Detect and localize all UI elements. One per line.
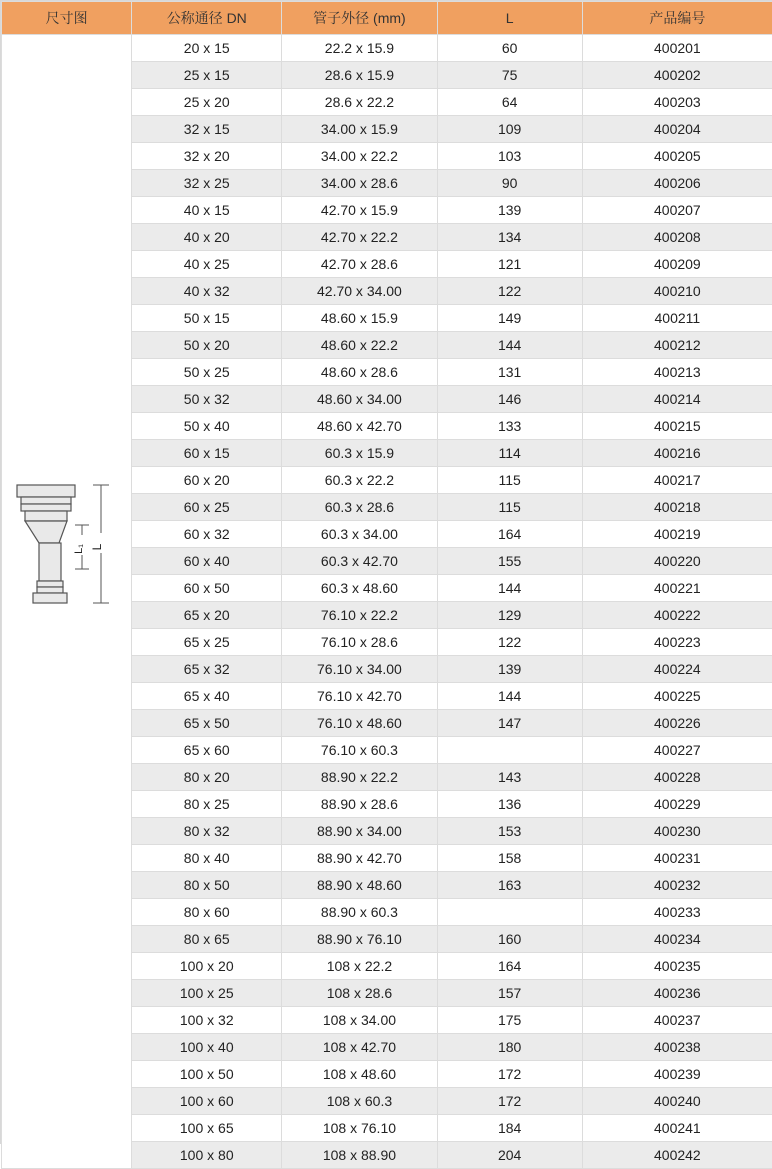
specification-table bbox=[1, 1, 772, 1169]
reducer-diagram-icon bbox=[5, 477, 127, 637]
cell-outer-diameter: 60.3 x 42.70 bbox=[282, 548, 437, 575]
cell-product-code: 400212 bbox=[582, 332, 772, 359]
cell-length: 122 bbox=[437, 629, 582, 656]
cell-nominal-diameter: 40 x 15 bbox=[132, 197, 282, 224]
cell-nominal-diameter: 100 x 65 bbox=[132, 1115, 282, 1142]
cell-product-code: 400218 bbox=[582, 494, 772, 521]
cell-nominal-diameter: 25 x 20 bbox=[132, 89, 282, 116]
figure-wrap bbox=[2, 47, 130, 1157]
cell-outer-diameter: 48.60 x 15.9 bbox=[282, 305, 437, 332]
cell-outer-diameter: 88.90 x 28.6 bbox=[282, 791, 437, 818]
cell-product-code: 400207 bbox=[582, 197, 772, 224]
cell-nominal-diameter: 100 x 32 bbox=[132, 1007, 282, 1034]
cell-outer-diameter: 48.60 x 22.2 bbox=[282, 332, 437, 359]
cell-nominal-diameter: 80 x 25 bbox=[132, 791, 282, 818]
cell-outer-diameter: 22.2 x 15.9 bbox=[282, 35, 437, 62]
cell-length: 172 bbox=[437, 1088, 582, 1115]
cell-outer-diameter: 76.10 x 60.3 bbox=[282, 737, 437, 764]
cell-outer-diameter: 76.10 x 48.60 bbox=[282, 710, 437, 737]
cell-nominal-diameter: 100 x 50 bbox=[132, 1061, 282, 1088]
figure-label-l: L bbox=[90, 543, 104, 550]
cell-nominal-diameter: 32 x 20 bbox=[132, 143, 282, 170]
cell-nominal-diameter: 20 x 15 bbox=[132, 35, 282, 62]
column-header-length: L bbox=[437, 2, 582, 35]
cell-product-code: 400202 bbox=[582, 62, 772, 89]
cell-product-code: 400206 bbox=[582, 170, 772, 197]
cell-length: 121 bbox=[437, 251, 582, 278]
cell-product-code: 400239 bbox=[582, 1061, 772, 1088]
cell-length: 90 bbox=[437, 170, 582, 197]
cell-product-code: 400227 bbox=[582, 737, 772, 764]
cell-product-code: 400220 bbox=[582, 548, 772, 575]
cell-product-code: 400238 bbox=[582, 1034, 772, 1061]
cell-outer-diameter: 108 x 76.10 bbox=[282, 1115, 437, 1142]
cell-outer-diameter: 108 x 34.00 bbox=[282, 1007, 437, 1034]
cell-product-code: 400240 bbox=[582, 1088, 772, 1115]
cell-length: 180 bbox=[437, 1034, 582, 1061]
cell-product-code: 400242 bbox=[582, 1142, 772, 1169]
figure-label-l1: L₁ bbox=[73, 543, 85, 553]
cell-length: 75 bbox=[437, 62, 582, 89]
cell-length: 160 bbox=[437, 926, 582, 953]
cell-product-code: 400230 bbox=[582, 818, 772, 845]
cell-nominal-diameter: 60 x 40 bbox=[132, 548, 282, 575]
cell-product-code: 400236 bbox=[582, 980, 772, 1007]
cell-length: 115 bbox=[437, 494, 582, 521]
cell-product-code: 400208 bbox=[582, 224, 772, 251]
cell-outer-diameter: 108 x 88.90 bbox=[282, 1142, 437, 1169]
cell-length: 184 bbox=[437, 1115, 582, 1142]
cell-product-code: 400228 bbox=[582, 764, 772, 791]
cell-product-code: 400233 bbox=[582, 899, 772, 926]
cell-nominal-diameter: 40 x 25 bbox=[132, 251, 282, 278]
cell-outer-diameter: 28.6 x 22.2 bbox=[282, 89, 437, 116]
cell-length: 131 bbox=[437, 359, 582, 386]
column-header-product-code: 产品编号 bbox=[582, 2, 772, 35]
cell-length: 64 bbox=[437, 89, 582, 116]
cell-outer-diameter: 42.70 x 15.9 bbox=[282, 197, 437, 224]
cell-product-code: 400216 bbox=[582, 440, 772, 467]
cell-outer-diameter: 88.90 x 42.70 bbox=[282, 845, 437, 872]
cell-nominal-diameter: 60 x 25 bbox=[132, 494, 282, 521]
cell-product-code: 400210 bbox=[582, 278, 772, 305]
cell-length: 129 bbox=[437, 602, 582, 629]
cell-nominal-diameter: 32 x 25 bbox=[132, 170, 282, 197]
cell-outer-diameter: 76.10 x 28.6 bbox=[282, 629, 437, 656]
cell-outer-diameter: 34.00 x 15.9 bbox=[282, 116, 437, 143]
cell-product-code: 400204 bbox=[582, 116, 772, 143]
cell-length: 164 bbox=[437, 953, 582, 980]
cell-length: 60 bbox=[437, 35, 582, 62]
cell-length: 204 bbox=[437, 1142, 582, 1169]
cell-outer-diameter: 108 x 22.2 bbox=[282, 953, 437, 980]
cell-product-code: 400241 bbox=[582, 1115, 772, 1142]
cell-length: 163 bbox=[437, 872, 582, 899]
cell-length bbox=[437, 899, 582, 926]
cell-nominal-diameter: 40 x 32 bbox=[132, 278, 282, 305]
cell-outer-diameter: 88.90 x 34.00 bbox=[282, 818, 437, 845]
cell-nominal-diameter: 50 x 40 bbox=[132, 413, 282, 440]
cell-nominal-diameter: 60 x 15 bbox=[132, 440, 282, 467]
cell-length: 158 bbox=[437, 845, 582, 872]
cell-nominal-diameter: 25 x 15 bbox=[132, 62, 282, 89]
cell-length: 139 bbox=[437, 197, 582, 224]
cell-length: 175 bbox=[437, 1007, 582, 1034]
cell-length: 103 bbox=[437, 143, 582, 170]
cell-length: 122 bbox=[437, 278, 582, 305]
cell-nominal-diameter: 80 x 32 bbox=[132, 818, 282, 845]
cell-outer-diameter: 42.70 x 34.00 bbox=[282, 278, 437, 305]
cell-outer-diameter: 76.10 x 42.70 bbox=[282, 683, 437, 710]
dimension-figure-cell bbox=[2, 35, 132, 1169]
cell-outer-diameter: 88.90 x 60.3 bbox=[282, 899, 437, 926]
cell-length: 147 bbox=[437, 710, 582, 737]
cell-product-code: 400214 bbox=[582, 386, 772, 413]
cell-nominal-diameter: 65 x 32 bbox=[132, 656, 282, 683]
cell-product-code: 400217 bbox=[582, 467, 772, 494]
table-body bbox=[2, 35, 772, 1169]
cell-length: 144 bbox=[437, 683, 582, 710]
cell-outer-diameter: 88.90 x 76.10 bbox=[282, 926, 437, 953]
cell-nominal-diameter: 65 x 20 bbox=[132, 602, 282, 629]
column-header-nominal-diameter: 公称通径 DN bbox=[132, 2, 282, 35]
cell-product-code: 400201 bbox=[582, 35, 772, 62]
cell-product-code: 400234 bbox=[582, 926, 772, 953]
cell-nominal-diameter: 65 x 40 bbox=[132, 683, 282, 710]
cell-product-code: 400219 bbox=[582, 521, 772, 548]
cell-nominal-diameter: 60 x 32 bbox=[132, 521, 282, 548]
cell-outer-diameter: 34.00 x 28.6 bbox=[282, 170, 437, 197]
cell-product-code: 400226 bbox=[582, 710, 772, 737]
column-header-outer-diameter: 管子外径 (mm) bbox=[282, 2, 437, 35]
column-header-figure: 尺寸图 bbox=[2, 2, 132, 35]
cell-product-code: 400203 bbox=[582, 89, 772, 116]
cell-length: 157 bbox=[437, 980, 582, 1007]
table-header bbox=[2, 2, 772, 35]
cell-product-code: 400222 bbox=[582, 602, 772, 629]
cell-nominal-diameter: 65 x 50 bbox=[132, 710, 282, 737]
cell-nominal-diameter: 50 x 15 bbox=[132, 305, 282, 332]
cell-outer-diameter: 108 x 28.6 bbox=[282, 980, 437, 1007]
cell-product-code: 400205 bbox=[582, 143, 772, 170]
cell-nominal-diameter: 50 x 25 bbox=[132, 359, 282, 386]
cell-nominal-diameter: 60 x 20 bbox=[132, 467, 282, 494]
cell-outer-diameter: 60.3 x 28.6 bbox=[282, 494, 437, 521]
cell-length: 134 bbox=[437, 224, 582, 251]
cell-nominal-diameter: 100 x 25 bbox=[132, 980, 282, 1007]
cell-length: 133 bbox=[437, 413, 582, 440]
cell-product-code: 400211 bbox=[582, 305, 772, 332]
cell-length: 155 bbox=[437, 548, 582, 575]
cell-outer-diameter: 48.60 x 42.70 bbox=[282, 413, 437, 440]
cell-nominal-diameter: 60 x 50 bbox=[132, 575, 282, 602]
cell-outer-diameter: 76.10 x 22.2 bbox=[282, 602, 437, 629]
cell-length: 115 bbox=[437, 467, 582, 494]
cell-product-code: 400215 bbox=[582, 413, 772, 440]
cell-length bbox=[437, 737, 582, 764]
cell-length: 114 bbox=[437, 440, 582, 467]
cell-length: 153 bbox=[437, 818, 582, 845]
cell-outer-diameter: 60.3 x 48.60 bbox=[282, 575, 437, 602]
cell-outer-diameter: 42.70 x 28.6 bbox=[282, 251, 437, 278]
cell-product-code: 400225 bbox=[582, 683, 772, 710]
cell-outer-diameter: 88.90 x 48.60 bbox=[282, 872, 437, 899]
cell-outer-diameter: 88.90 x 22.2 bbox=[282, 764, 437, 791]
cell-product-code: 400231 bbox=[582, 845, 772, 872]
cell-product-code: 400229 bbox=[582, 791, 772, 818]
cell-nominal-diameter: 80 x 65 bbox=[132, 926, 282, 953]
cell-outer-diameter: 28.6 x 15.9 bbox=[282, 62, 437, 89]
cell-nominal-diameter: 80 x 40 bbox=[132, 845, 282, 872]
cell-outer-diameter: 60.3 x 15.9 bbox=[282, 440, 437, 467]
cell-product-code: 400224 bbox=[582, 656, 772, 683]
cell-length: 136 bbox=[437, 791, 582, 818]
cell-outer-diameter: 42.70 x 22.2 bbox=[282, 224, 437, 251]
cell-nominal-diameter: 50 x 20 bbox=[132, 332, 282, 359]
cell-outer-diameter: 108 x 42.70 bbox=[282, 1034, 437, 1061]
cell-length: 139 bbox=[437, 656, 582, 683]
cell-outer-diameter: 60.3 x 22.2 bbox=[282, 467, 437, 494]
cell-outer-diameter: 48.60 x 28.6 bbox=[282, 359, 437, 386]
cell-length: 144 bbox=[437, 332, 582, 359]
cell-product-code: 400221 bbox=[582, 575, 772, 602]
cell-nominal-diameter: 100 x 20 bbox=[132, 953, 282, 980]
cell-nominal-diameter: 32 x 15 bbox=[132, 116, 282, 143]
cell-nominal-diameter: 100 x 60 bbox=[132, 1088, 282, 1115]
cell-nominal-diameter: 65 x 60 bbox=[132, 737, 282, 764]
cell-length: 164 bbox=[437, 521, 582, 548]
cell-length: 149 bbox=[437, 305, 582, 332]
reducer-drawing bbox=[2, 477, 130, 637]
cell-outer-diameter: 108 x 48.60 bbox=[282, 1061, 437, 1088]
cell-outer-diameter: 60.3 x 34.00 bbox=[282, 521, 437, 548]
cell-outer-diameter: 34.00 x 22.2 bbox=[282, 143, 437, 170]
table-row bbox=[2, 35, 772, 62]
cell-length: 144 bbox=[437, 575, 582, 602]
header-row bbox=[2, 2, 772, 35]
cell-length: 143 bbox=[437, 764, 582, 791]
cell-nominal-diameter: 80 x 60 bbox=[132, 899, 282, 926]
cell-outer-diameter: 76.10 x 34.00 bbox=[282, 656, 437, 683]
cell-length: 109 bbox=[437, 116, 582, 143]
cell-length: 146 bbox=[437, 386, 582, 413]
cell-nominal-diameter: 80 x 20 bbox=[132, 764, 282, 791]
cell-length: 172 bbox=[437, 1061, 582, 1088]
cell-nominal-diameter: 100 x 40 bbox=[132, 1034, 282, 1061]
cell-product-code: 400209 bbox=[582, 251, 772, 278]
cell-nominal-diameter: 80 x 50 bbox=[132, 872, 282, 899]
cell-nominal-diameter: 100 x 80 bbox=[132, 1142, 282, 1169]
cell-product-code: 400223 bbox=[582, 629, 772, 656]
cell-product-code: 400232 bbox=[582, 872, 772, 899]
cell-product-code: 400237 bbox=[582, 1007, 772, 1034]
cell-product-code: 400213 bbox=[582, 359, 772, 386]
cell-outer-diameter: 48.60 x 34.00 bbox=[282, 386, 437, 413]
cell-nominal-diameter: 40 x 20 bbox=[132, 224, 282, 251]
cell-nominal-diameter: 65 x 25 bbox=[132, 629, 282, 656]
cell-product-code: 400235 bbox=[582, 953, 772, 980]
cell-nominal-diameter: 50 x 32 bbox=[132, 386, 282, 413]
cell-outer-diameter: 108 x 60.3 bbox=[282, 1088, 437, 1115]
